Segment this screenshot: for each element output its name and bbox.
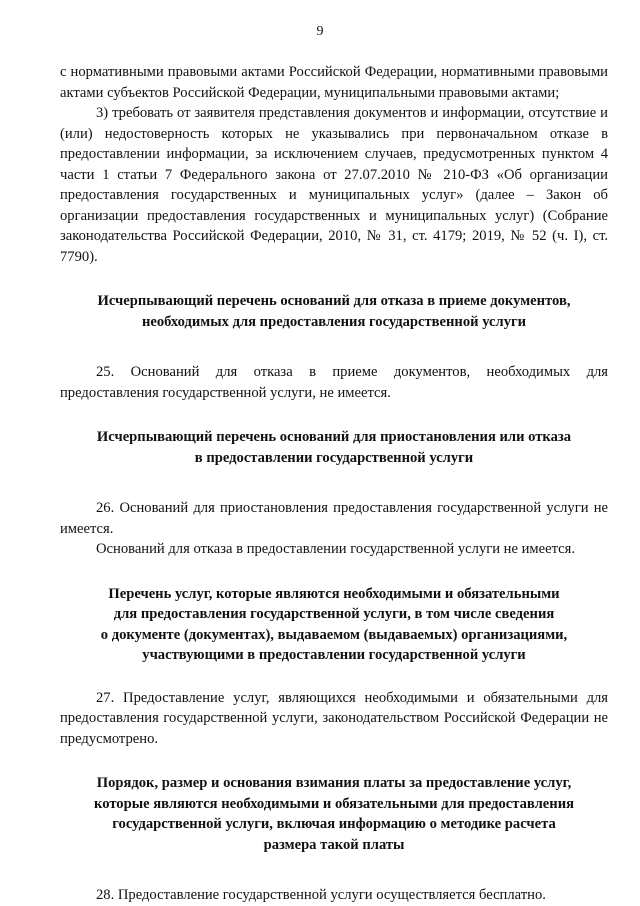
heading-line: о документе (документах), выдаваемом (выдаваемых) организациями, <box>100 626 568 643</box>
heading-line: государственной услуги, включая информацию о методике расчета <box>112 816 556 832</box>
heading-line: Исчерпывающий перечень оснований для отказа в приеме документов, <box>97 293 571 309</box>
heading-line: участвующими в предоставлении государственной услуги <box>142 647 526 663</box>
document-body <box>60 62 608 906</box>
paragraph-27: 27. Предоставление услуг, являющихся необходимыми и обязательными для предоставления государственной услуги, законодательством Российской Федерации не предусмотрено. <box>60 689 608 747</box>
paragraph-28: 28. Предоставление государственной услуги осуществляется бесплатно. <box>96 887 546 903</box>
heading-line: Порядок, размер и основания взимания платы за предоставление услуг, <box>96 775 572 791</box>
heading-line: необходимых для предоставления государственной услуги <box>141 313 527 330</box>
heading-line: Исчерпывающий перечень оснований для приостановления или отказа <box>96 429 572 445</box>
paragraph-26-continuation: Оснований для отказа в предоставлении государственной услуги не имеется. <box>96 541 576 557</box>
heading-refusal-reasons <box>60 291 608 332</box>
heading-line: Перечень услуг, которые являются необходимыми и обязательными <box>108 585 560 602</box>
page-number: 9 <box>316 24 324 39</box>
paragraph-25: 25. Оснований для отказа в приеме документов, необходимых для предоставления государственной услуги, не имеется. <box>60 364 608 401</box>
heading-fee-procedure <box>60 773 608 855</box>
heading-line: размера такой платы <box>263 836 405 853</box>
heading-line: в предоставлении государственной услуги <box>194 449 474 466</box>
heading-suspension-reasons <box>60 427 608 468</box>
heading-line: для предоставления государственной услуги, в том числе сведения <box>113 606 555 622</box>
heading-line: которые являются необходимыми и обязательными для предоставления <box>94 795 574 812</box>
paragraph-26: 26. Оснований для приостановления предоставления государственной услуги не имеется. <box>60 500 608 537</box>
item-3-paragraph: 3) требовать от заявителя представления документов и информации, отсутствие и (или) недостоверность которых не указывались при первоначальном отказе в предоставлении информации, за исключением случаев, предусмотренных пунктом 4 части 1 статьи 7 Федерального закона от 27.07.2010 № 210-ФЗ «Об организации предоставления государственных и муниципальных услуг» (далее – Закон об организации предоставления государственных и муниципальных услуг) (Собрание законодательства Российской Федерации, 2010, № 31, ст. 4179; 2019, № 52 (ч. I), ст. 7790). <box>60 105 608 265</box>
intro-continuation: с нормативными правовыми актами Российской Федерации, нормативными правовыми актами субъектов Российской Федерации, муниципальными правовыми актами; <box>60 64 608 101</box>
heading-required-services <box>60 584 608 666</box>
